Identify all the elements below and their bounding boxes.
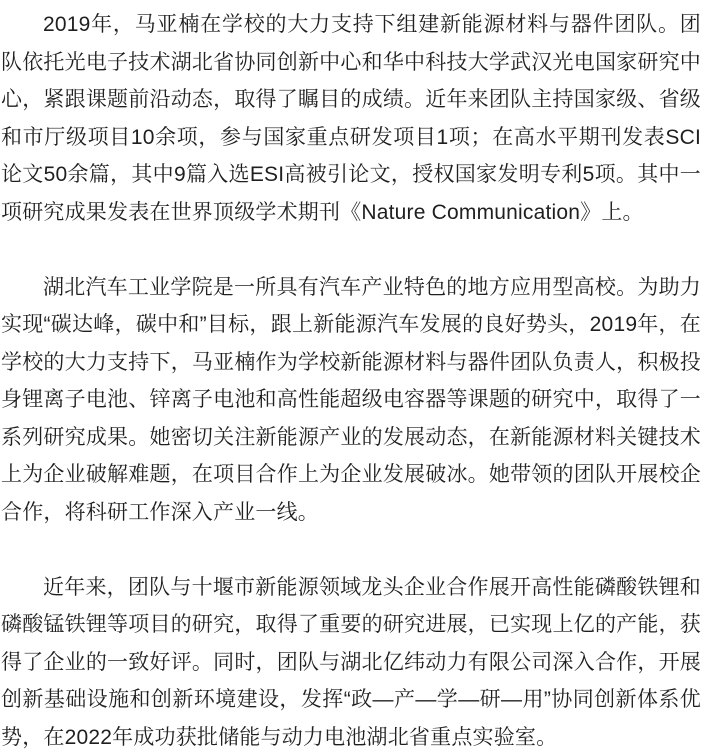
paragraph-industry-cooperation: 近年来，团队与十堰市新能源领域龙头企业合作展开高性能磷酸铁锂和磷酸锰铁锂等项目的研究，取得了重要的研究进展，已实现上亿的产能，获得了企业的一致好评。同时，团队与湖北亿纬动力有限公司深入合作，开展创新基础设施和创新环境建设，发挥“政—产—学—研—用”协同创新体系优势，在2022年成功获批储能与动力电池湖北省重点实验室。	[1, 569, 701, 756]
paragraph-team-founding: 2019年，马亚楠在学校的大力支持下组建新能源材料与器件团队。团队依托光电子技术湖北省协同创新中心和华中科技大学武汉光电国家研究中心，紧跟课题前沿动态，取得了瞩目的成绩。近年来团队主持国家级、省级和市厅级项目10余项，参与国家重点研发项目1项；在高水平期刊发表SCI论文50余篇，其中9篇入选ESI高被引论文，授权国家发明专利5项。其中一项研究成果发表在世界顶级学术期刊《Nature Communication》上。	[1, 6, 701, 231]
paragraph-university-research: 湖北汽车工业学院是一所具有汽车产业特色的地方应用型高校。为助力实现“碳达峰，碳中和”目标，跟上新能源汽车发展的良好势头，2019年，在学校的大力支持下，马亚楠作为学校新能源材料与器件团队负责人，积极投身锂离子电池、锌离子电池和高性能超级电容器等课题的研究中，取得了一系列研究成果。她密切关注新能源产业的发展动态，在新能源材料关键技术上为企业破解难题，在项目合作上为企业发展破冰。她带领的团队开展校企合作，将科研工作深入产业一线。	[1, 269, 701, 532]
